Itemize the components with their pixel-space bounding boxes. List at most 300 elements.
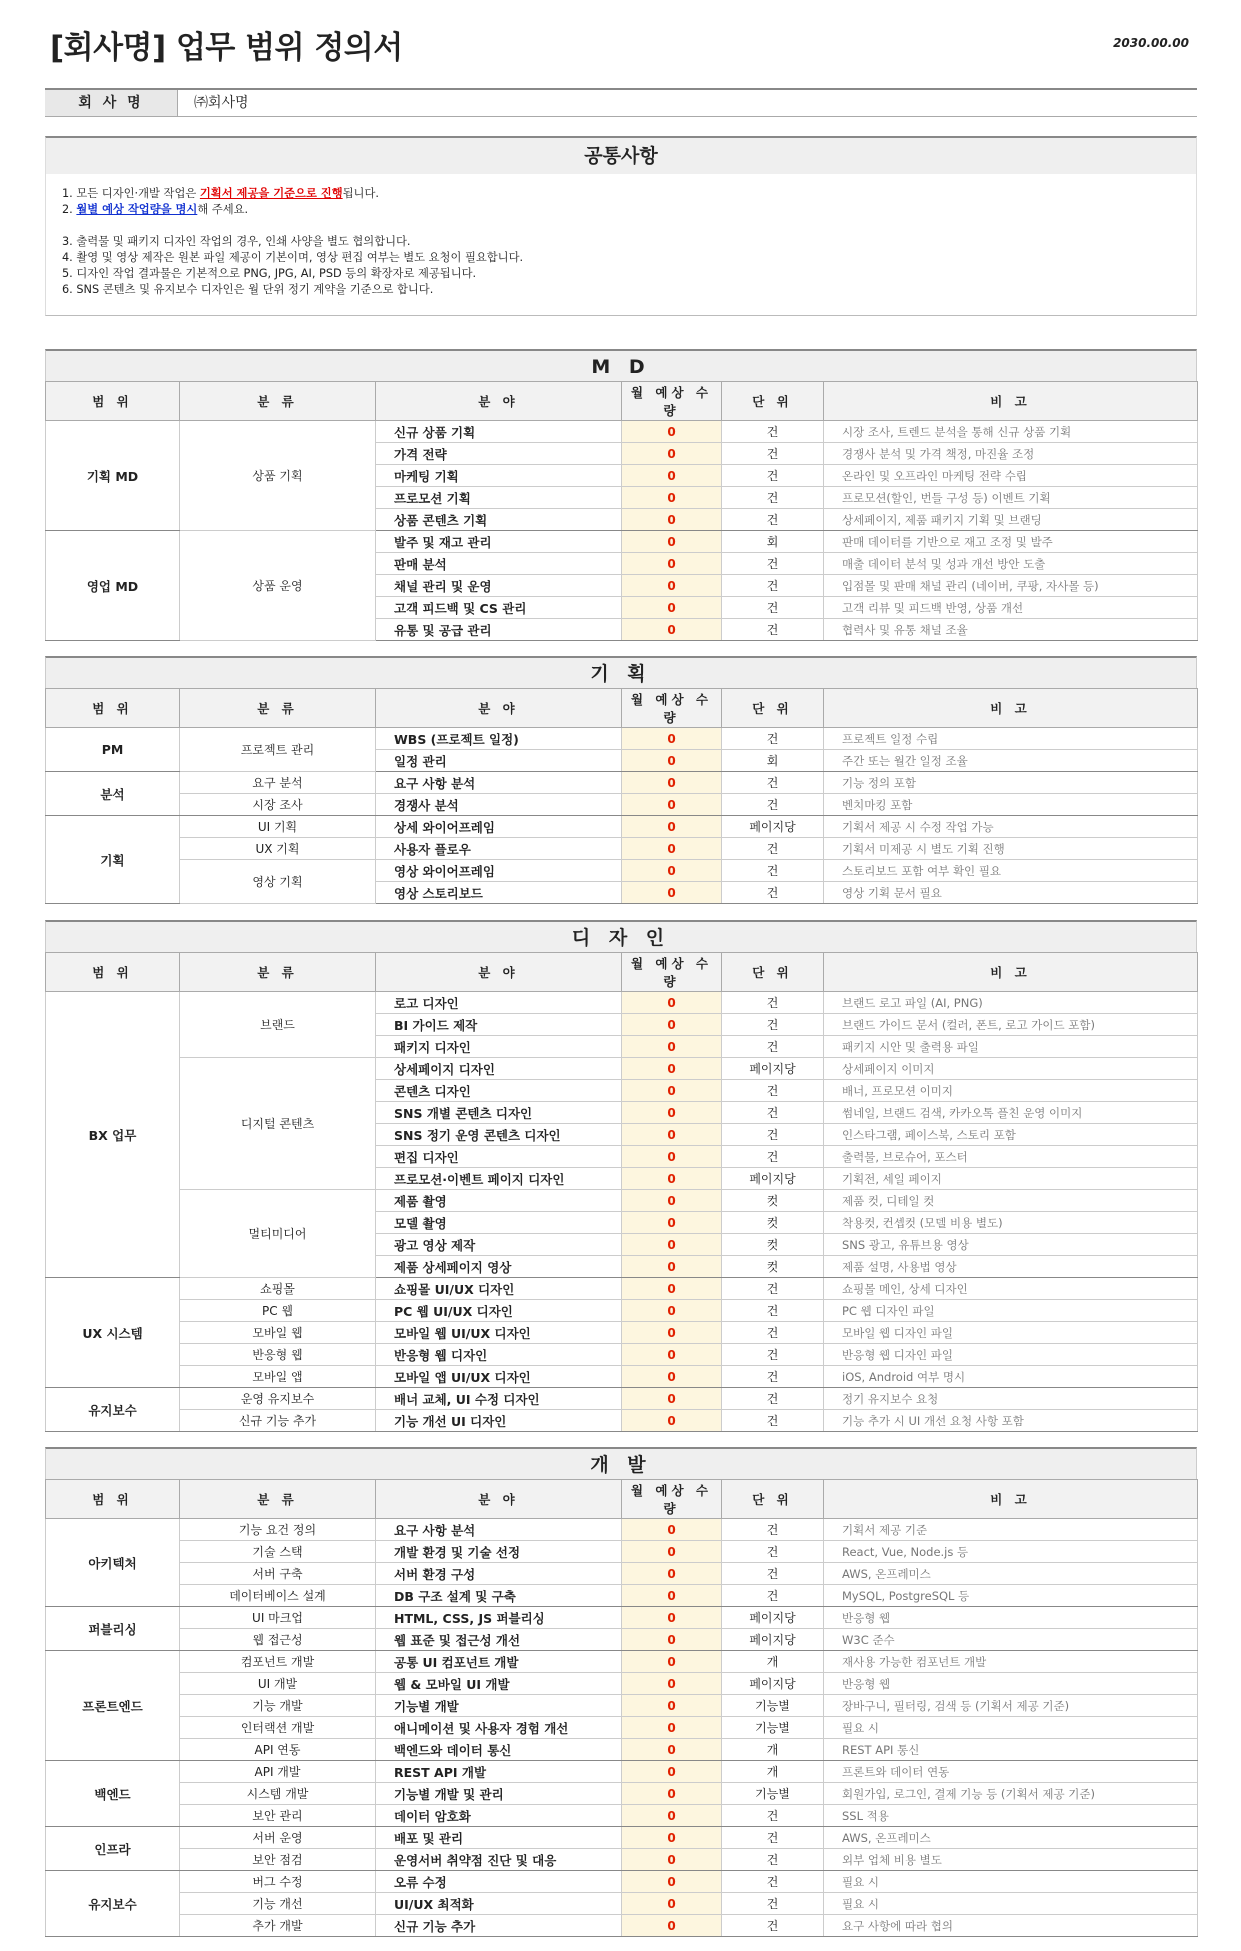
quantity-cell[interactable]: 0 <box>622 443 722 465</box>
quantity-cell[interactable]: 0 <box>622 421 722 443</box>
field-cell: 쇼핑몰 UI/UX 디자인 <box>376 1278 622 1300</box>
quantity-cell[interactable]: 0 <box>622 1300 722 1322</box>
quantity-cell[interactable]: 0 <box>622 1256 722 1278</box>
field-cell: 영상 와이어프레임 <box>376 860 622 882</box>
table-row <box>46 1695 1198 1717</box>
table-row <box>46 1761 1198 1783</box>
section-title: 기 획 <box>45 656 1197 688</box>
unit-cell: 건 <box>722 1344 824 1366</box>
category-cell: 모바일 웹 <box>180 1322 376 1344</box>
field-cell: 편집 디자인 <box>376 1146 622 1168</box>
note-cell: 쇼핑몰 메인, 상세 디자인 <box>824 1278 1198 1300</box>
table-row <box>46 1717 1198 1739</box>
field-cell: 운영서버 취약점 진단 및 대응 <box>376 1849 622 1871</box>
note-cell: 매출 데이터 분석 및 성과 개선 방안 도출 <box>824 553 1198 575</box>
category-cell: 운영 유지보수 <box>180 1388 376 1410</box>
unit-cell: 건 <box>722 838 824 860</box>
note-cell: 반응형 웹 <box>824 1673 1198 1695</box>
quantity-cell[interactable]: 0 <box>622 1080 722 1102</box>
note-text: 해 주세요. <box>197 203 249 216</box>
quantity-cell[interactable]: 0 <box>622 1234 722 1256</box>
column-header: 단 위 <box>722 382 824 421</box>
quantity-cell[interactable]: 0 <box>622 1563 722 1585</box>
unit-cell: 컷 <box>722 1256 824 1278</box>
field-cell: 프로모션·이벤트 페이지 디자인 <box>376 1168 622 1190</box>
field-cell: 발주 및 재고 관리 <box>376 531 622 553</box>
quantity-cell[interactable]: 0 <box>622 1388 722 1410</box>
note-highlight-red: 기획서 제공을 기준으로 진행 <box>199 187 343 200</box>
unit-cell: 컷 <box>722 1190 824 1212</box>
quantity-cell[interactable]: 0 <box>622 750 722 772</box>
table-row <box>46 860 1198 882</box>
quantity-cell[interactable]: 0 <box>622 1519 722 1541</box>
table-row <box>46 1805 1198 1827</box>
unit-cell: 건 <box>722 1563 824 1585</box>
note-cell: 인스타그램, 페이스북, 스토리 포함 <box>824 1124 1198 1146</box>
note-cell: 프로모션(할인, 번들 구성 등) 이벤트 기획 <box>824 487 1198 509</box>
unit-cell: 건 <box>722 1519 824 1541</box>
field-cell: 배너 교체, UI 수정 디자인 <box>376 1388 622 1410</box>
section-title: 개 발 <box>45 1447 1197 1479</box>
category-cell: 컴포넌트 개발 <box>180 1651 376 1673</box>
unit-cell: 기능별 <box>722 1695 824 1717</box>
note-cell: 필요 시 <box>824 1893 1198 1915</box>
column-header: 월 예상 수량 <box>622 689 722 728</box>
note-cell: 브랜드 로고 파일 (AI, PNG) <box>824 992 1198 1014</box>
unit-cell: 건 <box>722 487 824 509</box>
column-header: 분 야 <box>376 382 622 421</box>
unit-cell: 회 <box>722 531 824 553</box>
quantity-cell[interactable]: 0 <box>622 1893 722 1915</box>
quantity-cell[interactable]: 0 <box>622 531 722 553</box>
field-cell: 기능별 개발 및 관리 <box>376 1783 622 1805</box>
scope-table <box>45 1479 1198 1937</box>
note-3: 3. 출력물 및 패키지 디자인 작업의 경우, 인쇄 사양을 별도 협의합니다. <box>62 235 411 248</box>
note-cell: 협력사 및 유통 채널 조율 <box>824 619 1198 641</box>
unit-cell: 건 <box>722 597 824 619</box>
table-row <box>46 1629 1198 1651</box>
unit-cell: 건 <box>722 443 824 465</box>
category-cell: PC 웹 <box>180 1300 376 1322</box>
note-cell: 제품 설명, 사용법 영상 <box>824 1256 1198 1278</box>
scope-cell: 프론트엔드 <box>46 1651 180 1761</box>
quantity-cell[interactable]: 0 <box>622 1366 722 1388</box>
quantity-cell[interactable]: 0 <box>622 1695 722 1717</box>
unit-cell: 건 <box>722 1080 824 1102</box>
unit-cell: 기능별 <box>722 1783 824 1805</box>
note-text: 됩니다. <box>342 187 379 200</box>
unit-cell: 건 <box>722 1849 824 1871</box>
field-cell: 제품 상세페이지 영상 <box>376 1256 622 1278</box>
quantity-cell[interactable]: 0 <box>622 728 722 750</box>
quantity-cell[interactable]: 0 <box>622 1739 722 1761</box>
field-cell: 신규 상품 기획 <box>376 421 622 443</box>
table-row <box>46 1849 1198 1871</box>
category-cell: 반응형 웹 <box>180 1344 376 1366</box>
note-cell: 브랜드 가이드 문서 (컬러, 폰트, 로고 가이드 포함) <box>824 1014 1198 1036</box>
note-cell: 경쟁사 분석 및 가격 책정, 마진율 조정 <box>824 443 1198 465</box>
section-title: M D <box>45 349 1197 381</box>
section-md <box>45 349 1197 641</box>
note-cell: 반응형 웹 디자인 파일 <box>824 1344 1198 1366</box>
scope-cell: 분석 <box>46 772 180 816</box>
quantity-cell[interactable]: 0 <box>622 1278 722 1300</box>
field-cell: 고객 피드백 및 CS 관리 <box>376 597 622 619</box>
column-header: 범 위 <box>46 382 180 421</box>
section-design <box>45 920 1197 1432</box>
category-cell: 보안 점검 <box>180 1849 376 1871</box>
quantity-cell[interactable]: 0 <box>622 1871 722 1893</box>
field-cell: 프로모션 기획 <box>376 487 622 509</box>
table-row <box>46 1783 1198 1805</box>
quantity-cell[interactable]: 0 <box>622 1761 722 1783</box>
quantity-cell[interactable]: 0 <box>622 992 722 1014</box>
table-row <box>46 1366 1198 1388</box>
table-row <box>46 1190 1198 1212</box>
quantity-cell[interactable]: 0 <box>622 1410 722 1432</box>
section-development <box>45 1447 1197 1937</box>
table-row <box>46 531 1198 553</box>
quantity-cell[interactable]: 0 <box>622 465 722 487</box>
table-row <box>46 728 1198 750</box>
unit-cell: 건 <box>722 421 824 443</box>
note-5: 5. 디자인 작업 결과물은 기본적으로 PNG, JPG, AI, PSD 등의 확장자로 제공됩니다. <box>62 267 477 280</box>
category-cell: API 개발 <box>180 1761 376 1783</box>
table-row <box>46 992 1198 1014</box>
category-cell: 기능 요건 정의 <box>180 1519 376 1541</box>
note-1 <box>62 186 1196 202</box>
note-cell: SSL 적용 <box>824 1805 1198 1827</box>
column-header: 비 고 <box>824 382 1198 421</box>
quantity-cell[interactable]: 0 <box>622 619 722 641</box>
section-title: 디 자 인 <box>45 920 1197 952</box>
quantity-cell[interactable]: 0 <box>622 1102 722 1124</box>
category-cell: 보안 관리 <box>180 1805 376 1827</box>
column-header: 비 고 <box>824 953 1198 992</box>
unit-cell: 건 <box>722 1102 824 1124</box>
column-header: 분 야 <box>376 953 622 992</box>
note-cell: 스토리보드 포함 여부 확인 필요 <box>824 860 1198 882</box>
note-cell: 재사용 가능한 컴포넌트 개발 <box>824 1651 1198 1673</box>
category-cell: 기능 개선 <box>180 1893 376 1915</box>
note-highlight-blue: 월별 예상 작업량을 명시 <box>76 203 198 216</box>
column-header: 월 예상 수량 <box>622 953 722 992</box>
unit-cell: 건 <box>722 772 824 794</box>
field-cell: 기능별 개발 <box>376 1695 622 1717</box>
note-cell: 벤치마킹 포함 <box>824 794 1198 816</box>
common-notes-box <box>45 136 1197 316</box>
unit-cell: 건 <box>722 553 824 575</box>
table-row <box>46 838 1198 860</box>
note-cell: 입점몰 및 판매 채널 관리 (네이버, 쿠팡, 자사몰 등) <box>824 575 1198 597</box>
scope-table <box>45 952 1198 1432</box>
category-cell: 시장 조사 <box>180 794 376 816</box>
scope-cell: PM <box>46 728 180 772</box>
note-cell: PC 웹 디자인 파일 <box>824 1300 1198 1322</box>
note-text: 2. <box>62 203 77 216</box>
note-cell: 필요 시 <box>824 1717 1198 1739</box>
quantity-cell[interactable]: 0 <box>622 1629 722 1651</box>
quantity-cell[interactable]: 0 <box>622 1827 722 1849</box>
unit-cell: 건 <box>722 1366 824 1388</box>
category-cell: UI 마크업 <box>180 1607 376 1629</box>
note-cell: 프로젝트 일정 수립 <box>824 728 1198 750</box>
quantity-cell[interactable]: 0 <box>622 860 722 882</box>
unit-cell: 건 <box>722 1388 824 1410</box>
table-row <box>46 816 1198 838</box>
quantity-cell[interactable]: 0 <box>622 1915 722 1937</box>
category-cell: 서버 구축 <box>180 1563 376 1585</box>
unit-cell: 건 <box>722 728 824 750</box>
note-cell: 출력물, 브로슈어, 포스터 <box>824 1146 1198 1168</box>
quantity-cell[interactable]: 0 <box>622 838 722 860</box>
note-cell: MySQL, PostgreSQL 등 <box>824 1585 1198 1607</box>
note-cell: 기획서 미제공 시 별도 기획 진행 <box>824 838 1198 860</box>
note-cell: 영상 기획 문서 필요 <box>824 882 1198 904</box>
note-cell: AWS, 온프레미스 <box>824 1563 1198 1585</box>
quantity-cell[interactable]: 0 <box>622 1607 722 1629</box>
field-cell: 모델 촬영 <box>376 1212 622 1234</box>
field-cell: 마케팅 기획 <box>376 465 622 487</box>
unit-cell: 건 <box>722 1893 824 1915</box>
scope-cell: 퍼블리싱 <box>46 1607 180 1651</box>
category-cell: 신규 기능 추가 <box>180 1410 376 1432</box>
scope-cell: UX 시스템 <box>46 1278 180 1388</box>
column-header: 분 야 <box>376 689 622 728</box>
unit-cell: 건 <box>722 619 824 641</box>
note-4: 4. 촬영 및 영상 제작은 원본 파일 제공이 기본이며, 영상 편집 여부는 별도 요청이 필요합니다. <box>62 251 524 264</box>
field-cell: 데이터 암호화 <box>376 1805 622 1827</box>
field-cell: 요구 사항 분석 <box>376 772 622 794</box>
column-header: 비 고 <box>824 689 1198 728</box>
column-header: 월 예상 수량 <box>622 1480 722 1519</box>
quantity-cell[interactable]: 0 <box>622 487 722 509</box>
note-6: 6. SNS 콘텐츠 및 유지보수 디자인은 월 단위 정기 계약을 기준으로 합니다. <box>62 283 434 296</box>
category-cell: 버그 수정 <box>180 1871 376 1893</box>
unit-cell: 건 <box>722 860 824 882</box>
table-row <box>46 1541 1198 1563</box>
field-cell: HTML, CSS, JS 퍼블리싱 <box>376 1607 622 1629</box>
header-row <box>46 382 1198 421</box>
unit-cell: 건 <box>722 1322 824 1344</box>
category-cell: 상품 기획 <box>180 421 376 531</box>
quantity-cell[interactable]: 0 <box>622 1058 722 1080</box>
quantity-cell[interactable]: 0 <box>622 1805 722 1827</box>
unit-cell: 건 <box>722 1541 824 1563</box>
note-cell: 필요 시 <box>824 1871 1198 1893</box>
note-cell: AWS, 온프레미스 <box>824 1827 1198 1849</box>
note-cell: 기능 추가 시 UI 개선 요청 사항 포함 <box>824 1410 1198 1432</box>
quantity-cell[interactable]: 0 <box>622 1585 722 1607</box>
note-cell: 상세페이지 이미지 <box>824 1058 1198 1080</box>
unit-cell: 개 <box>722 1739 824 1761</box>
category-cell: 상품 운영 <box>180 531 376 641</box>
note-cell: 시장 조사, 트렌드 분석을 통해 신규 상품 기획 <box>824 421 1198 443</box>
category-cell: 영상 기획 <box>180 860 376 904</box>
field-cell: 모바일 앱 UI/UX 디자인 <box>376 1366 622 1388</box>
unit-cell: 건 <box>722 1124 824 1146</box>
note-cell: 주간 또는 월간 일정 조율 <box>824 750 1198 772</box>
unit-cell: 개 <box>722 1761 824 1783</box>
unit-cell: 페이지당 <box>722 1607 824 1629</box>
unit-cell: 페이지당 <box>722 1058 824 1080</box>
column-header: 단 위 <box>722 1480 824 1519</box>
unit-cell: 컷 <box>722 1234 824 1256</box>
unit-cell: 건 <box>722 1871 824 1893</box>
quantity-cell[interactable]: 0 <box>622 1322 722 1344</box>
note-2 <box>62 202 1196 218</box>
field-cell: 모바일 웹 UI/UX 디자인 <box>376 1322 622 1344</box>
field-cell: 일정 관리 <box>376 750 622 772</box>
unit-cell: 건 <box>722 992 824 1014</box>
quantity-cell[interactable]: 0 <box>622 1146 722 1168</box>
table-row <box>46 1651 1198 1673</box>
company-value: ㈜회사명 <box>194 95 249 111</box>
column-header: 분 류 <box>180 953 376 992</box>
quantity-cell[interactable]: 0 <box>622 1212 722 1234</box>
category-cell: 쇼핑몰 <box>180 1278 376 1300</box>
table-row <box>46 1344 1198 1366</box>
scope-cell: 유지보수 <box>46 1388 180 1432</box>
field-cell: 광고 영상 제작 <box>376 1234 622 1256</box>
quantity-cell[interactable]: 0 <box>622 1344 722 1366</box>
category-cell: API 연동 <box>180 1739 376 1761</box>
column-header: 월 예상 수량 <box>622 382 722 421</box>
unit-cell: 건 <box>722 1585 824 1607</box>
quantity-cell[interactable]: 0 <box>622 1783 722 1805</box>
quantity-cell[interactable]: 0 <box>622 509 722 531</box>
column-header: 분 류 <box>180 1480 376 1519</box>
quantity-cell[interactable]: 0 <box>622 1717 722 1739</box>
category-cell: 기술 스택 <box>180 1541 376 1563</box>
note-spacer <box>62 218 1196 234</box>
category-cell: UI 개발 <box>180 1673 376 1695</box>
column-header: 범 위 <box>46 689 180 728</box>
unit-cell: 페이지당 <box>722 1629 824 1651</box>
quantity-cell[interactable]: 0 <box>622 1190 722 1212</box>
note-cell: 반응형 웹 <box>824 1607 1198 1629</box>
unit-cell: 건 <box>722 1146 824 1168</box>
unit-cell: 개 <box>722 1651 824 1673</box>
table-row <box>46 772 1198 794</box>
unit-cell: 건 <box>722 1036 824 1058</box>
page-title: [회사명] 업무 범위 정의서 <box>50 30 403 66</box>
note-cell: 판매 데이터를 기반으로 재고 조정 및 발주 <box>824 531 1198 553</box>
quantity-cell[interactable]: 0 <box>622 1168 722 1190</box>
note-cell: SNS 광고, 유튜브용 영상 <box>824 1234 1198 1256</box>
quantity-cell[interactable]: 0 <box>622 772 722 794</box>
category-cell: 요구 분석 <box>180 772 376 794</box>
scope-cell: 인프라 <box>46 1827 180 1871</box>
field-cell: SNS 개별 콘텐츠 디자인 <box>376 1102 622 1124</box>
note-cell: 요구 사항에 따라 협의 <box>824 1915 1198 1937</box>
quantity-cell[interactable]: 0 <box>622 794 722 816</box>
field-cell: 애니메이션 및 사용자 경험 개선 <box>376 1717 622 1739</box>
note-cell: W3C 준수 <box>824 1629 1198 1651</box>
field-cell: BI 가이드 제작 <box>376 1014 622 1036</box>
field-cell: 영상 스토리보드 <box>376 882 622 904</box>
field-cell: 유통 및 공급 관리 <box>376 619 622 641</box>
note-cell: 고객 리뷰 및 피드백 반영, 상품 개선 <box>824 597 1198 619</box>
scope-cell: 아키텍처 <box>46 1519 180 1607</box>
scope-cell: 기획 <box>46 816 180 904</box>
unit-cell: 건 <box>722 1805 824 1827</box>
header-row <box>46 1480 1198 1519</box>
document-date: 2030.00.00 <box>1113 36 1189 50</box>
field-cell: 신규 기능 추가 <box>376 1915 622 1937</box>
unit-cell: 건 <box>722 1915 824 1937</box>
unit-cell: 건 <box>722 1300 824 1322</box>
quantity-cell[interactable]: 0 <box>622 1124 722 1146</box>
note-cell: 상세페이지, 제품 패키지 기획 및 브랜딩 <box>824 509 1198 531</box>
category-cell: 추가 개발 <box>180 1915 376 1937</box>
quantity-cell[interactable]: 0 <box>622 1541 722 1563</box>
quantity-cell[interactable]: 0 <box>622 816 722 838</box>
note-cell: 썸네일, 브랜드 검색, 카카오톡 플친 운영 이미지 <box>824 1102 1198 1124</box>
common-notes-list <box>46 186 1196 298</box>
quantity-cell[interactable]: 0 <box>622 882 722 904</box>
field-cell: 상품 콘텐츠 기획 <box>376 509 622 531</box>
quantity-cell[interactable]: 0 <box>622 553 722 575</box>
header-row <box>46 689 1198 728</box>
table-row <box>46 1300 1198 1322</box>
field-cell: 패키지 디자인 <box>376 1036 622 1058</box>
note-cell: 온라인 및 오프라인 마케팅 전략 수립 <box>824 465 1198 487</box>
note-cell: 착용컷, 컨셉컷 (모델 비용 별도) <box>824 1212 1198 1234</box>
quantity-cell[interactable]: 0 <box>622 1651 722 1673</box>
scope-cell: 기획 MD <box>46 421 180 531</box>
field-cell: 웹 & 모바일 UI 개발 <box>376 1673 622 1695</box>
quantity-cell[interactable]: 0 <box>622 1014 722 1036</box>
field-cell: SNS 정기 운영 콘텐츠 디자인 <box>376 1124 622 1146</box>
quantity-cell[interactable]: 0 <box>622 1849 722 1871</box>
note-cell: 제품 컷, 디테일 컷 <box>824 1190 1198 1212</box>
quantity-cell[interactable]: 0 <box>622 597 722 619</box>
field-cell: 콘텐츠 디자인 <box>376 1080 622 1102</box>
note-cell: 정기 유지보수 요청 <box>824 1388 1198 1410</box>
note-cell: 기획전, 세일 페이지 <box>824 1168 1198 1190</box>
note-cell: iOS, Android 여부 명시 <box>824 1366 1198 1388</box>
field-cell: 오류 수정 <box>376 1871 622 1893</box>
unit-cell: 건 <box>722 465 824 487</box>
note-cell: 기능 정의 포함 <box>824 772 1198 794</box>
column-header: 분 류 <box>180 382 376 421</box>
field-cell: 서버 환경 구성 <box>376 1563 622 1585</box>
note-cell: 기획서 제공 기준 <box>824 1519 1198 1541</box>
field-cell: 공통 UI 컴포넌트 개발 <box>376 1651 622 1673</box>
field-cell: 가격 전략 <box>376 443 622 465</box>
company-label: 회 사 명 <box>45 90 178 116</box>
quantity-cell[interactable]: 0 <box>622 575 722 597</box>
quantity-cell[interactable]: 0 <box>622 1673 722 1695</box>
note-cell: REST API 통신 <box>824 1739 1198 1761</box>
scope-cell: 영업 MD <box>46 531 180 641</box>
field-cell: PC 웹 UI/UX 디자인 <box>376 1300 622 1322</box>
category-cell: 프로젝트 관리 <box>180 728 376 772</box>
table-row <box>46 1871 1198 1893</box>
note-cell: React, Vue, Node.js 등 <box>824 1541 1198 1563</box>
field-cell: 경쟁사 분석 <box>376 794 622 816</box>
column-header: 단 위 <box>722 953 824 992</box>
note-cell: 모바일 웹 디자인 파일 <box>824 1322 1198 1344</box>
unit-cell: 건 <box>722 1410 824 1432</box>
category-cell: 브랜드 <box>180 992 376 1058</box>
field-cell: 요구 사항 분석 <box>376 1519 622 1541</box>
field-cell: 기능 개선 UI 디자인 <box>376 1410 622 1432</box>
field-cell: 상세페이지 디자인 <box>376 1058 622 1080</box>
quantity-cell[interactable]: 0 <box>622 1036 722 1058</box>
table-row <box>46 1519 1198 1541</box>
